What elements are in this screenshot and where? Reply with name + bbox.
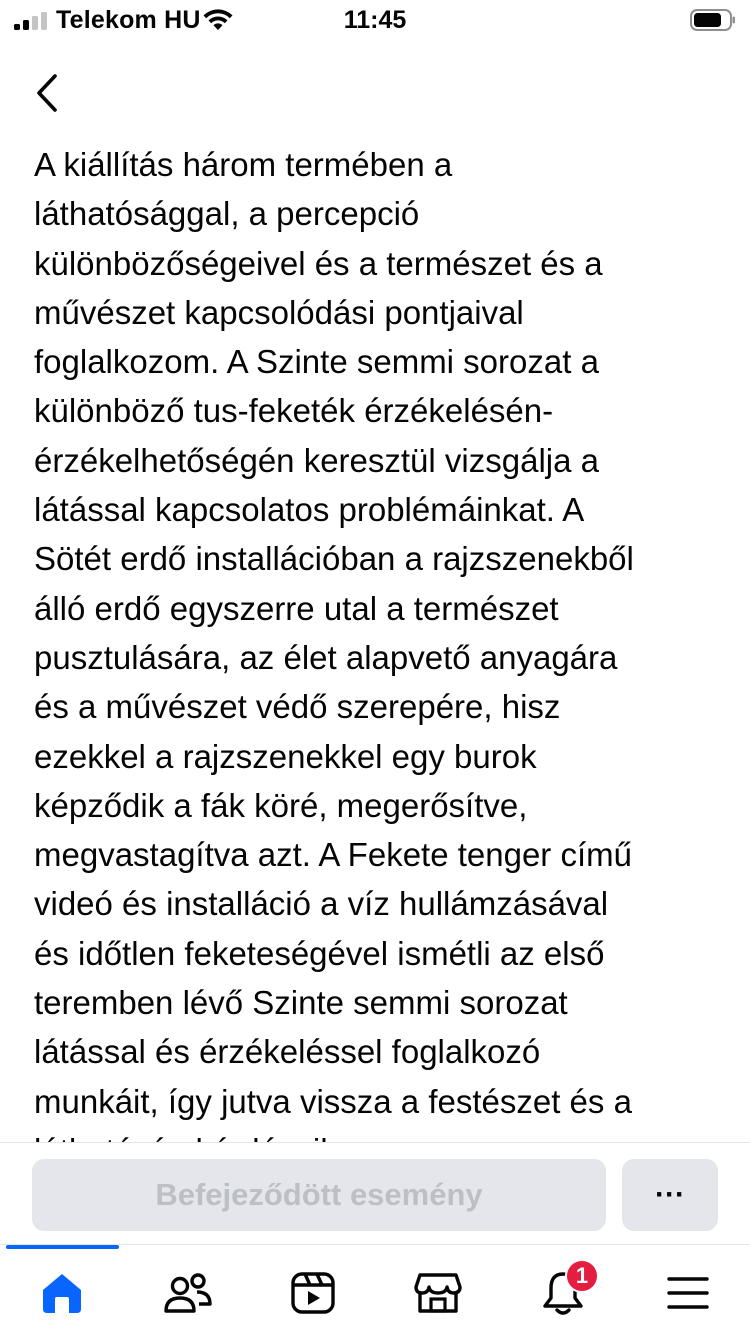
menu-icon (667, 1275, 709, 1311)
video-icon (290, 1271, 336, 1315)
tab-video[interactable] (283, 1263, 343, 1323)
chevron-left-icon (35, 73, 59, 113)
status-bar (0, 0, 750, 40)
tab-menu[interactable] (658, 1263, 718, 1323)
carrier-name: Telekom HU (56, 6, 201, 34)
status-time: 11:45 (343, 6, 407, 34)
tab-friends[interactable] (158, 1263, 218, 1323)
event-ended-button: Befejeződött esemény (32, 1159, 606, 1231)
marketplace-icon (414, 1271, 462, 1315)
back-button[interactable] (22, 66, 72, 120)
bottom-tab-bar (0, 1244, 750, 1335)
event-description: A kiállítás három termében a láthatósággal, a percepció különbözőségeivel és a természet és a művészet kapcsolódási pontjaival foglalkozom. A Szinte semmi sorozat a különböző tus-feketék érzékelésén- érzékelhetőségén keresztül vizsgálja a látással kapcsolatos problémáinkat. A Sötét erdő installációban a rajzszenekből álló erdő egyszerre utal a természet pusztulására, az élet alapvető anyagára és a művészet védő szerepére, hisz ezekkel a rajzszenekkel egy burok képződik a fák köré, megerősítve, megvastagítva azt. A Fekete tenger című videó és installáció a víz hullámzásával és időtlen feketeségével ismétli az első teremben lévő Szinte semmi sorozat látással és érzékeléssel foglalkozó munkáit, így jutva vissza a festészet és a (34, 146, 634, 1120)
battery-icon (690, 9, 736, 31)
tab-marketplace[interactable] (408, 1263, 468, 1323)
tab-notifications[interactable] (533, 1263, 593, 1323)
home-icon (39, 1271, 85, 1315)
notifications-badge: 1 (565, 1259, 599, 1293)
event-action-bar (0, 1142, 750, 1245)
tab-home[interactable] (32, 1263, 92, 1323)
more-options-button[interactable] (622, 1159, 718, 1231)
active-tab-indicator (6, 1245, 119, 1249)
friends-icon (163, 1271, 213, 1315)
more-dots-icon: ··· (655, 1178, 685, 1211)
